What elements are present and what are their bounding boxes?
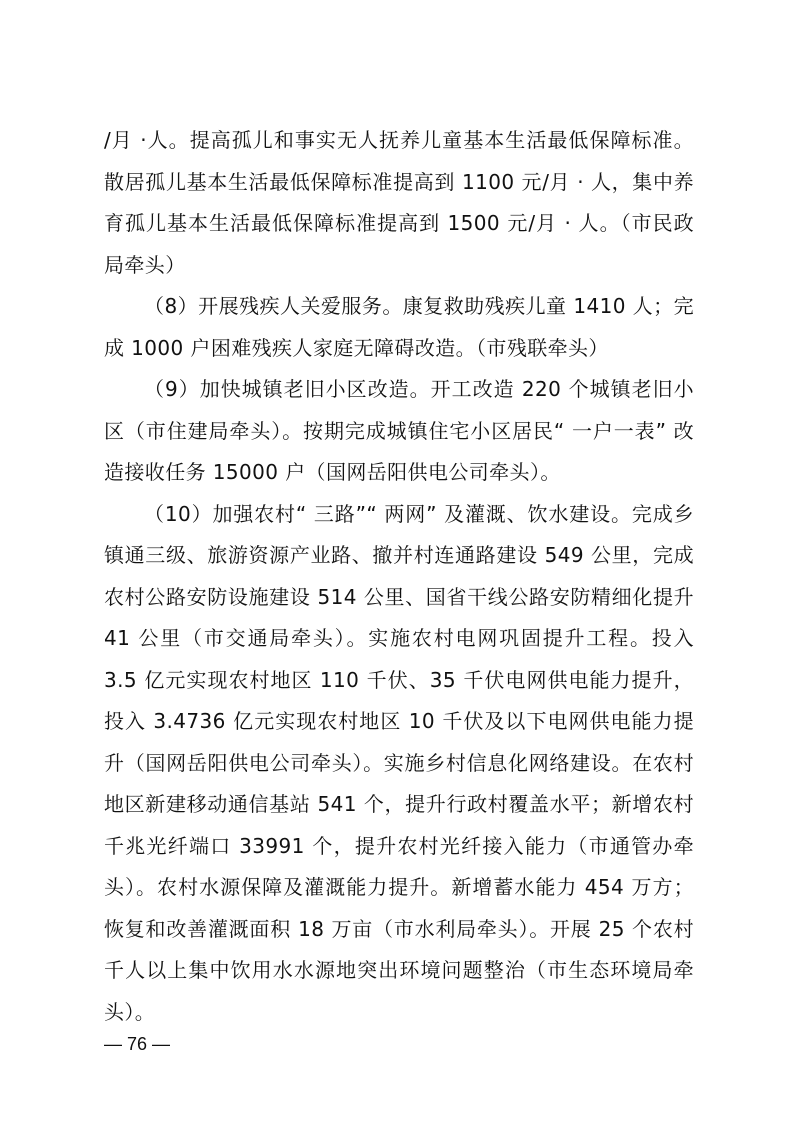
document-body (104, 120, 694, 1033)
paragraph-item-10: （10）加强农村“ 三路”“ 两网” 及灌溉、饮水建设。完成乡镇通三级、旅游资源产业路、撤并村连通路建设 549 公里，完成农村公路安防设施建设 514 公里、国省干线公路安防精细化提升 41 公里（市交通局牵头）。实施农村电网巩固提升工程。投入 3.5 亿元实现农村地区 110 千伏、35 千伏电网供电能力提升，投入 3.4736 亿元实现农村地区 10 千伏及以下电网供电能力提升（国网岳阳供电公司牵头）。实施乡村信息化网络建设。在农村地区新建移动通信基站 541 个，提升行政村覆盖水平；新增农村千兆光纤端口 33991 个，提升农村光纤接入能力（市通管办牵头）。农村水源保障及灌溉能力提升。新增蓄水能力 454 万方；恢复和改善灌溉面积 18 万亩（市水利局牵头）。开展 25 个农村千人以上集中饮用水水源地突出环境问题整治（市生态环境局牵头）。 (104, 501, 694, 1024)
paragraph-item-9: （9）加快城镇老旧小区改造。开工改造 220 个城镇老旧小区（市住建局牵头）。按期完成城镇住宅小区居民“ 一户一表” 改造接收任务 15000 户（国网岳阳供电公司牵头）。 (104, 377, 694, 484)
paragraph-item-8: （8）开展残疾人关爱服务。康复救助残疾儿童 1410 人；完成 1000 户困难残疾人家庭无障碍改造。（市残联牵头） (104, 294, 694, 360)
page-number: — 76 — (104, 1034, 171, 1054)
paragraph-continuation: /月 ·人。提高孤儿和事实无人抚养儿童基本生活最低保障标准。散居孤儿基本生活最低保障标准提高到 1100 元/月 · 人，集中养育孤儿基本生活最低保障标准提高到 1500 元/月 · 人。（市民政局牵头） (104, 128, 694, 277)
